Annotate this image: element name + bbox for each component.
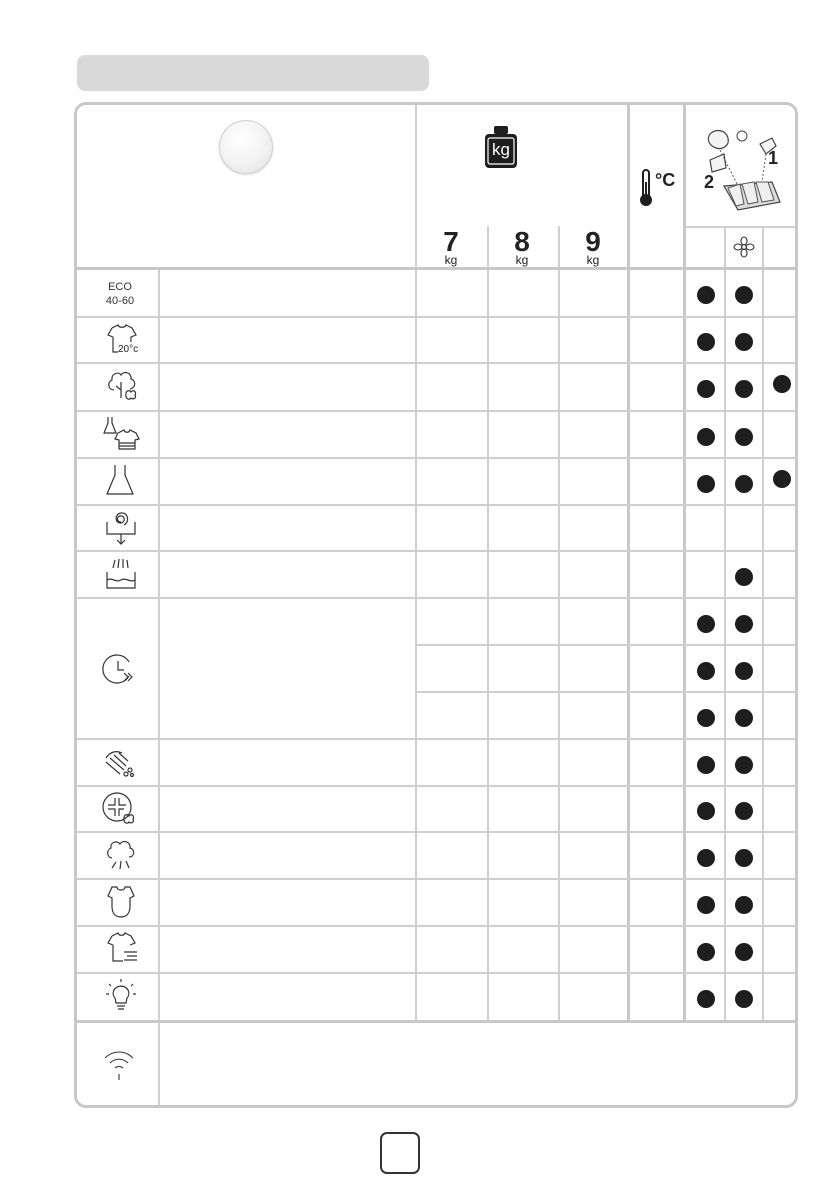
column-divider xyxy=(558,226,560,1022)
row-divider xyxy=(77,1020,797,1023)
availability-dot xyxy=(697,615,715,633)
availability-dot xyxy=(735,568,753,586)
kg-icon-label: kg xyxy=(492,140,510,159)
availability-dot xyxy=(773,375,791,393)
softener-flower-icon xyxy=(733,236,755,258)
availability-dot xyxy=(735,615,753,633)
availability-dot xyxy=(697,428,715,446)
column-divider xyxy=(158,268,160,1106)
page-number-box xyxy=(380,1132,420,1174)
availability-dot xyxy=(735,849,753,867)
availability-dot xyxy=(697,849,715,867)
compartment-2-label: 2 xyxy=(704,172,715,192)
cotton-icon xyxy=(104,368,140,409)
eco-range-label: 40-60 xyxy=(105,295,135,307)
row-divider xyxy=(77,457,797,459)
availability-dot xyxy=(697,802,715,820)
thermometer-icon xyxy=(638,168,654,213)
row-divider xyxy=(77,362,797,364)
availability-dot xyxy=(697,333,715,351)
availability-dot xyxy=(697,990,715,1008)
load-value: 8 xyxy=(514,226,530,257)
availability-dot xyxy=(697,896,715,914)
availability-dot xyxy=(735,756,753,774)
temperature-symbol: °C xyxy=(655,170,676,190)
availability-dot xyxy=(735,333,753,351)
availability-dot xyxy=(735,286,753,304)
steam-icon xyxy=(104,838,138,879)
availability-dot xyxy=(735,802,753,820)
availability-dot xyxy=(697,475,715,493)
availability-dot xyxy=(697,756,715,774)
availability-dot xyxy=(735,475,753,493)
availability-dot xyxy=(735,709,753,727)
column-divider xyxy=(762,226,764,1022)
availability-dot xyxy=(697,286,715,304)
row-divider xyxy=(77,550,797,552)
row-divider xyxy=(417,691,797,693)
temp-20c-label: 20°c xyxy=(118,344,139,355)
column-divider xyxy=(683,105,686,1022)
availability-dot xyxy=(697,662,715,680)
row-divider xyxy=(417,644,797,646)
availability-dot xyxy=(697,709,715,727)
column-divider xyxy=(627,105,630,1022)
load-7kg-header xyxy=(421,226,481,267)
availability-dot xyxy=(697,380,715,398)
row-divider xyxy=(77,267,797,270)
availability-dot xyxy=(697,943,715,961)
rinse-icon xyxy=(104,556,138,597)
section-title-bar xyxy=(77,55,429,91)
row-divider xyxy=(77,785,797,787)
load-9kg-header xyxy=(563,226,623,267)
weight-kg-icon xyxy=(485,126,517,168)
row-divider xyxy=(77,316,797,318)
load-8kg-header xyxy=(492,226,552,267)
synthetic-mix-icon xyxy=(102,415,142,456)
load-value: 7 xyxy=(443,226,459,257)
program-knob-icon xyxy=(219,120,273,174)
availability-dot xyxy=(735,990,753,1008)
load-unit: kg xyxy=(586,253,600,267)
hygiene-icon xyxy=(100,790,140,833)
compartment-1-label: 1 xyxy=(768,148,779,168)
availability-dot xyxy=(735,896,753,914)
load-unit: kg xyxy=(444,253,458,267)
eco-40-60-icon xyxy=(98,280,142,308)
row-divider xyxy=(685,226,797,228)
availability-dot xyxy=(735,662,753,680)
detergent-drawer-icon xyxy=(702,124,782,216)
row-divider xyxy=(77,878,797,880)
wifi-icon xyxy=(102,1046,136,1087)
column-divider xyxy=(415,105,417,1022)
row-divider xyxy=(77,597,797,599)
load-value: 9 xyxy=(585,226,601,257)
eco-label: ECO xyxy=(108,281,132,293)
row-divider xyxy=(77,831,797,833)
row-divider xyxy=(77,410,797,412)
column-divider xyxy=(487,226,489,1022)
load-unit: kg xyxy=(515,253,529,267)
shirt-20c-icon xyxy=(100,322,144,358)
availability-dot xyxy=(735,428,753,446)
spin-drain-icon xyxy=(104,508,138,553)
availability-dot xyxy=(735,943,753,961)
row-divider xyxy=(77,925,797,927)
column-divider xyxy=(724,226,726,1022)
flask-icon xyxy=(104,462,136,503)
hand-wash-icon xyxy=(102,744,138,785)
night-wash-icon xyxy=(104,978,138,1019)
row-divider xyxy=(77,504,797,506)
row-divider xyxy=(77,972,797,974)
availability-dot xyxy=(773,470,791,488)
row-divider xyxy=(77,738,797,740)
shirts-icon xyxy=(104,930,140,971)
quick-wash-icon xyxy=(102,652,136,691)
baby-care-icon xyxy=(104,884,138,925)
availability-dot xyxy=(735,380,753,398)
